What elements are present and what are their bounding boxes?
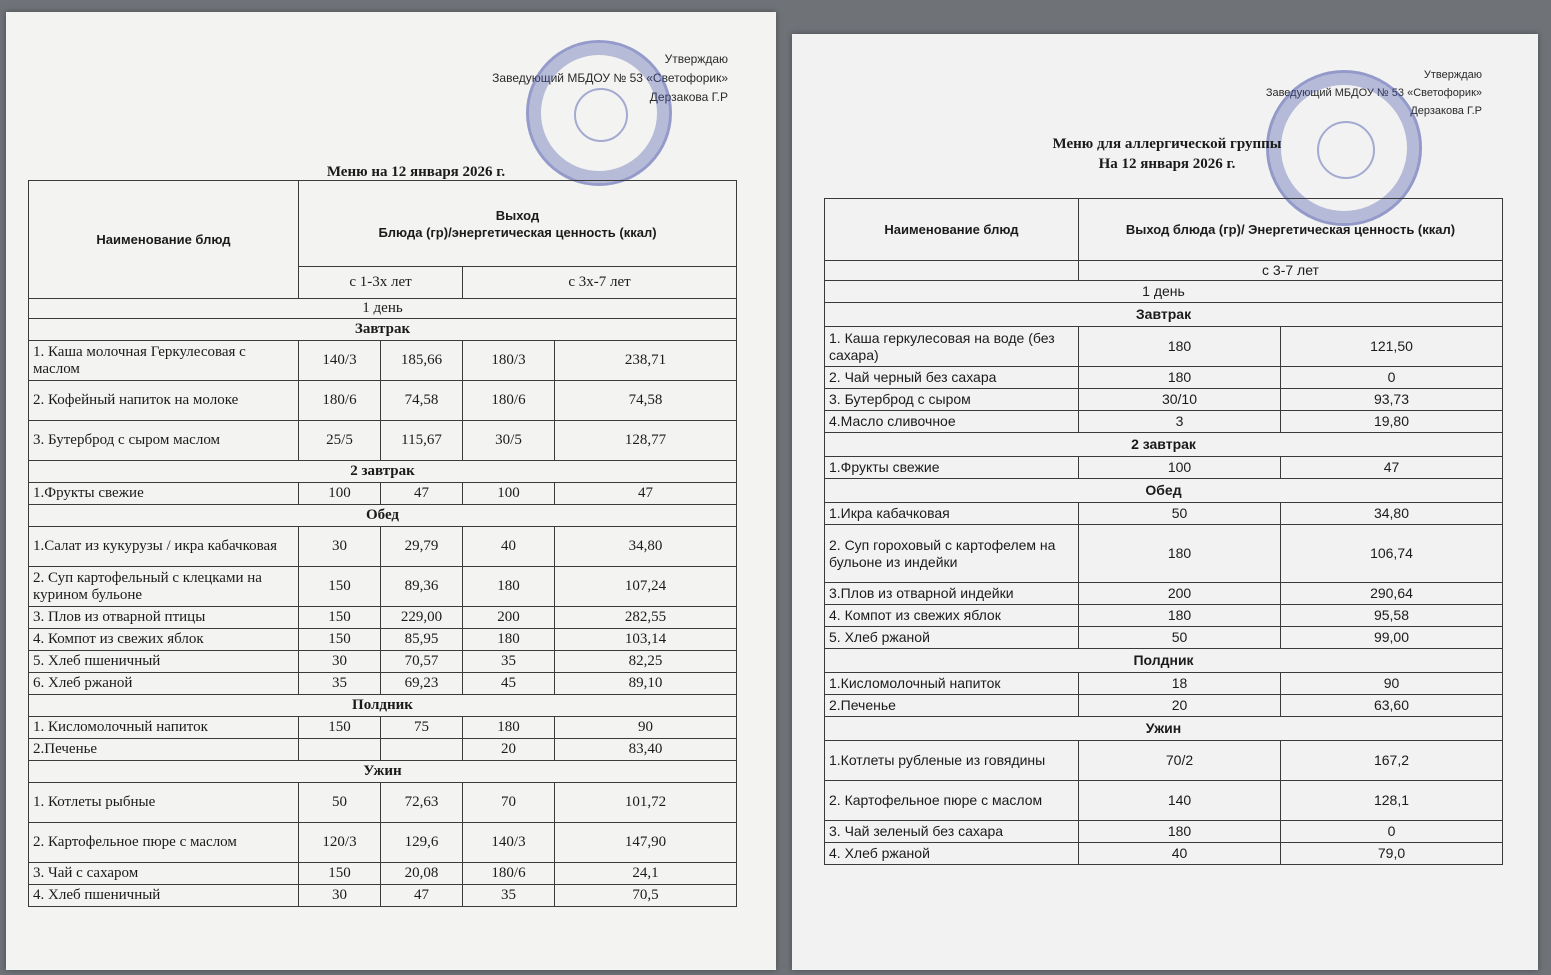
value-cell: 50 bbox=[1079, 503, 1281, 525]
table-row bbox=[825, 627, 1503, 649]
value-cell: 150 bbox=[299, 629, 381, 651]
page-title bbox=[992, 134, 1342, 174]
value-cell: 20 bbox=[1079, 695, 1281, 717]
dish-name: 4. Компот из свежих яблок bbox=[29, 629, 299, 651]
section-row bbox=[29, 695, 737, 717]
approval-line: Дерзакова Г.Р bbox=[1410, 105, 1482, 117]
dish-name: 1.Фрукты свежие bbox=[29, 483, 299, 505]
value-cell: 19,80 bbox=[1281, 411, 1503, 433]
value-cell: 18 bbox=[1079, 673, 1281, 695]
value-cell: 20,08 bbox=[381, 863, 463, 885]
value-cell: 24,1 bbox=[555, 863, 737, 885]
section-row bbox=[825, 303, 1503, 327]
table-row bbox=[825, 781, 1503, 821]
section-row bbox=[825, 649, 1503, 673]
table-row bbox=[29, 885, 737, 907]
dish-name: 3.Плов из отварной индейки bbox=[825, 583, 1079, 605]
value-cell: 180 bbox=[1079, 327, 1281, 367]
dish-name: 5. Хлеб пшеничный bbox=[29, 651, 299, 673]
table-row bbox=[825, 411, 1503, 433]
table-row bbox=[825, 741, 1503, 781]
table-row bbox=[825, 821, 1503, 843]
value-cell: 180 bbox=[1079, 367, 1281, 389]
value-cell: 140/3 bbox=[463, 823, 555, 863]
table-row bbox=[29, 717, 737, 739]
dish-name: 1. Каша геркулесовая на воде (без сахара) bbox=[825, 327, 1079, 367]
value-cell: 115,67 bbox=[381, 421, 463, 461]
table-row bbox=[825, 695, 1503, 717]
value-cell: 50 bbox=[1079, 627, 1281, 649]
table-row bbox=[825, 457, 1503, 479]
meal-section-label: Ужин bbox=[825, 717, 1503, 741]
value-cell: 290,64 bbox=[1281, 583, 1503, 605]
value-cell: 35 bbox=[299, 673, 381, 695]
value-cell: 85,95 bbox=[381, 629, 463, 651]
value-cell: 150 bbox=[299, 567, 381, 607]
dish-name: 4. Хлеб пшеничный bbox=[29, 885, 299, 907]
meal-section-label: Ужин bbox=[29, 761, 737, 783]
value-cell: 70,57 bbox=[381, 651, 463, 673]
dish-name: 3. Бутерброд с сыром bbox=[825, 389, 1079, 411]
value-cell: 100 bbox=[1079, 457, 1281, 479]
meal-section-label: 2 завтрак bbox=[825, 433, 1503, 457]
dish-name: 2.Печенье bbox=[825, 695, 1079, 717]
value-cell: 70,5 bbox=[555, 885, 737, 907]
value-cell: 150 bbox=[299, 863, 381, 885]
meal-section-label: Полдник bbox=[29, 695, 737, 717]
dish-name: 4.Масло сливочное bbox=[825, 411, 1079, 433]
table-row bbox=[29, 823, 737, 863]
value-cell: 100 bbox=[463, 483, 555, 505]
approval-line: Утверждаю bbox=[1423, 69, 1482, 81]
value-cell: 34,80 bbox=[555, 527, 737, 567]
value-cell: 200 bbox=[463, 607, 555, 629]
value-cell: 34,80 bbox=[1281, 503, 1503, 525]
section-row bbox=[29, 461, 737, 483]
dish-name: 2. Кофейный напиток на молоке bbox=[29, 381, 299, 421]
value-cell: 75 bbox=[381, 717, 463, 739]
value-cell: 47 bbox=[381, 885, 463, 907]
value-cell: 180 bbox=[463, 567, 555, 607]
value-cell: 30 bbox=[299, 885, 381, 907]
table-row bbox=[825, 327, 1503, 367]
value-cell: 89,36 bbox=[381, 567, 463, 607]
value-cell: 93,73 bbox=[1281, 389, 1503, 411]
dish-name: 1. Котлеты рыбные bbox=[29, 783, 299, 823]
section-row bbox=[29, 505, 737, 527]
section-row bbox=[29, 761, 737, 783]
value-cell: 47 bbox=[381, 483, 463, 505]
value-cell: 229,00 bbox=[381, 607, 463, 629]
value-cell: 140/3 bbox=[299, 341, 381, 381]
approval-line: Заведующий МБДОУ № 53 «Светофорик» bbox=[492, 71, 728, 85]
age-group-header: с 1-3х лет bbox=[299, 267, 463, 299]
table-row bbox=[29, 567, 737, 607]
value-cell: 40 bbox=[1079, 843, 1281, 865]
dish-name: 2. Суп картофельный с клецками на курином бульоне bbox=[29, 567, 299, 607]
value-cell: 180 bbox=[1079, 525, 1281, 583]
value-cell: 107,24 bbox=[555, 567, 737, 607]
dish-name: 3. Бутерброд с сыром маслом bbox=[29, 421, 299, 461]
menu-sheet-right bbox=[792, 34, 1538, 970]
dish-name: 1.Салат из кукурузы / икра кабачковая bbox=[29, 527, 299, 567]
table-row bbox=[825, 583, 1503, 605]
value-cell: 74,58 bbox=[381, 381, 463, 421]
value-cell: 128,1 bbox=[1281, 781, 1503, 821]
value-cell: 185,66 bbox=[381, 341, 463, 381]
value-cell: 83,40 bbox=[555, 739, 737, 761]
value-cell: 30 bbox=[299, 651, 381, 673]
dish-name: 1. Кисломолочный напиток bbox=[29, 717, 299, 739]
day-label: 1 день bbox=[29, 299, 737, 319]
table-row bbox=[29, 673, 737, 695]
table-row bbox=[29, 863, 737, 885]
dish-name: 5. Хлеб ржаной bbox=[825, 627, 1079, 649]
menu-table bbox=[824, 198, 1503, 865]
value-cell: 238,71 bbox=[555, 341, 737, 381]
meal-section-label: Завтрак bbox=[29, 319, 737, 341]
dish-name: 2. Суп гороховый с картофелем на бульоне из индейки bbox=[825, 525, 1079, 583]
value-cell: 30/5 bbox=[463, 421, 555, 461]
dish-name: 2. Картофельное пюре с маслом bbox=[825, 781, 1079, 821]
value-cell: 121,50 bbox=[1281, 327, 1503, 367]
page-title: Меню на 12 января 2026 г. bbox=[326, 164, 506, 180]
output-header-line: Выход bbox=[495, 207, 540, 223]
output-header-line: Блюда (гр)/энергетическая ценность (ккал) bbox=[378, 224, 657, 240]
dish-name: 3. Плов из отварной птицы bbox=[29, 607, 299, 629]
value-cell: 90 bbox=[1281, 673, 1503, 695]
section-row bbox=[825, 433, 1503, 457]
value-cell: 30 bbox=[299, 527, 381, 567]
value-cell: 129,6 bbox=[381, 823, 463, 863]
table-row bbox=[29, 739, 737, 761]
table-row bbox=[29, 607, 737, 629]
dish-name: 6. Хлеб ржаной bbox=[29, 673, 299, 695]
dish-name: 2. Картофельное пюре с маслом bbox=[29, 823, 299, 863]
meal-section-label: Завтрак bbox=[825, 303, 1503, 327]
dish-name: 1.Фрукты свежие bbox=[825, 457, 1079, 479]
section-row bbox=[29, 319, 737, 341]
value-cell: 70/2 bbox=[1079, 741, 1281, 781]
age-group-header: с 3-7 лет bbox=[1079, 261, 1503, 281]
value-cell: 40 bbox=[463, 527, 555, 567]
meal-section-label: Обед bbox=[825, 479, 1503, 503]
dish-name: 2. Чай черный без сахара bbox=[825, 367, 1079, 389]
value-cell: 79,0 bbox=[1281, 843, 1503, 865]
value-cell: 74,58 bbox=[555, 381, 737, 421]
approval-line: Утверждаю bbox=[664, 52, 728, 66]
dish-name-header: Наименование блюд bbox=[29, 181, 299, 299]
value-cell: 140 bbox=[1079, 781, 1281, 821]
title-line: На 12 января 2026 г. bbox=[1098, 156, 1236, 172]
value-cell: 72,63 bbox=[381, 783, 463, 823]
table-row bbox=[29, 483, 737, 505]
value-cell: 25/5 bbox=[299, 421, 381, 461]
value-cell: 120/3 bbox=[299, 823, 381, 863]
section-row bbox=[825, 479, 1503, 503]
value-cell: 147,90 bbox=[555, 823, 737, 863]
value-cell: 282,55 bbox=[555, 607, 737, 629]
blank-cell bbox=[825, 261, 1079, 281]
value-cell: 45 bbox=[463, 673, 555, 695]
output-header bbox=[299, 181, 737, 267]
value-cell: 100 bbox=[299, 483, 381, 505]
table-row bbox=[825, 525, 1503, 583]
value-cell: 180/6 bbox=[299, 381, 381, 421]
value-cell: 47 bbox=[555, 483, 737, 505]
table-row bbox=[29, 527, 737, 567]
value-cell: 180/3 bbox=[463, 341, 555, 381]
dish-name: 3. Чай зеленый без сахара bbox=[825, 821, 1079, 843]
output-header: Выход блюда (гр)/ Энергетическая ценность (ккал) bbox=[1079, 199, 1503, 261]
value-cell: 180/6 bbox=[463, 863, 555, 885]
value-cell: 3 bbox=[1079, 411, 1281, 433]
dish-name: 1.Кисломолочный напиток bbox=[825, 673, 1079, 695]
value-cell: 106,74 bbox=[1281, 525, 1503, 583]
value-cell: 63,60 bbox=[1281, 695, 1503, 717]
value-cell: 50 bbox=[299, 783, 381, 823]
value-cell: 95,58 bbox=[1281, 605, 1503, 627]
value-cell: 35 bbox=[463, 885, 555, 907]
table-row bbox=[825, 367, 1503, 389]
value-cell bbox=[299, 739, 381, 761]
table-row bbox=[825, 843, 1503, 865]
value-cell: 150 bbox=[299, 717, 381, 739]
value-cell: 180/6 bbox=[463, 381, 555, 421]
dish-name: 4. Хлеб ржаной bbox=[825, 843, 1079, 865]
value-cell: 69,23 bbox=[381, 673, 463, 695]
dish-name: 2.Печенье bbox=[29, 739, 299, 761]
approval-line: Дерзакова Г.Р bbox=[649, 90, 728, 104]
day-label: 1 день bbox=[825, 281, 1503, 303]
value-cell: 29,79 bbox=[381, 527, 463, 567]
table-row bbox=[825, 605, 1503, 627]
dish-name: 1.Икра кабачковая bbox=[825, 503, 1079, 525]
value-cell: 47 bbox=[1281, 457, 1503, 479]
value-cell: 20 bbox=[463, 739, 555, 761]
value-cell: 103,14 bbox=[555, 629, 737, 651]
dish-name-header: Наименование блюд bbox=[825, 199, 1079, 261]
table-row bbox=[29, 381, 737, 421]
value-cell: 180 bbox=[1079, 605, 1281, 627]
table-row bbox=[29, 783, 737, 823]
value-cell: 180 bbox=[463, 629, 555, 651]
value-cell: 90 bbox=[555, 717, 737, 739]
dish-name: 1.Котлеты рубленые из говядины bbox=[825, 741, 1079, 781]
value-cell: 128,77 bbox=[555, 421, 737, 461]
value-cell: 82,25 bbox=[555, 651, 737, 673]
value-cell: 167,2 bbox=[1281, 741, 1503, 781]
dish-name: 4. Компот из свежих яблок bbox=[825, 605, 1079, 627]
table-row bbox=[29, 651, 737, 673]
meal-section-label: 2 завтрак bbox=[29, 461, 737, 483]
table-row bbox=[825, 389, 1503, 411]
section-row bbox=[825, 717, 1503, 741]
dish-name: 3. Чай с сахаром bbox=[29, 863, 299, 885]
value-cell: 35 bbox=[463, 651, 555, 673]
value-cell bbox=[381, 739, 463, 761]
menu-table bbox=[28, 180, 737, 907]
value-cell: 101,72 bbox=[555, 783, 737, 823]
value-cell: 0 bbox=[1281, 367, 1503, 389]
table-row bbox=[825, 673, 1503, 695]
table-row bbox=[29, 341, 737, 381]
table-row bbox=[825, 503, 1503, 525]
approval-line: Заведующий МБДОУ № 53 «Светофорик» bbox=[1265, 87, 1482, 99]
table-row bbox=[29, 421, 737, 461]
meal-section-label: Полдник bbox=[825, 649, 1503, 673]
value-cell: 200 bbox=[1079, 583, 1281, 605]
value-cell: 150 bbox=[299, 607, 381, 629]
value-cell: 89,10 bbox=[555, 673, 737, 695]
meal-section-label: Обед bbox=[29, 505, 737, 527]
value-cell: 70 bbox=[463, 783, 555, 823]
age-group-header: с 3х-7 лет bbox=[463, 267, 737, 299]
table-row bbox=[29, 629, 737, 651]
title-line: Меню для аллергической группы bbox=[1052, 136, 1282, 152]
value-cell: 99,00 bbox=[1281, 627, 1503, 649]
dish-name: 1. Каша молочная Геркулесовая с маслом bbox=[29, 341, 299, 381]
value-cell: 180 bbox=[1079, 821, 1281, 843]
value-cell: 30/10 bbox=[1079, 389, 1281, 411]
menu-sheet-left bbox=[6, 12, 776, 970]
value-cell: 180 bbox=[463, 717, 555, 739]
value-cell: 0 bbox=[1281, 821, 1503, 843]
